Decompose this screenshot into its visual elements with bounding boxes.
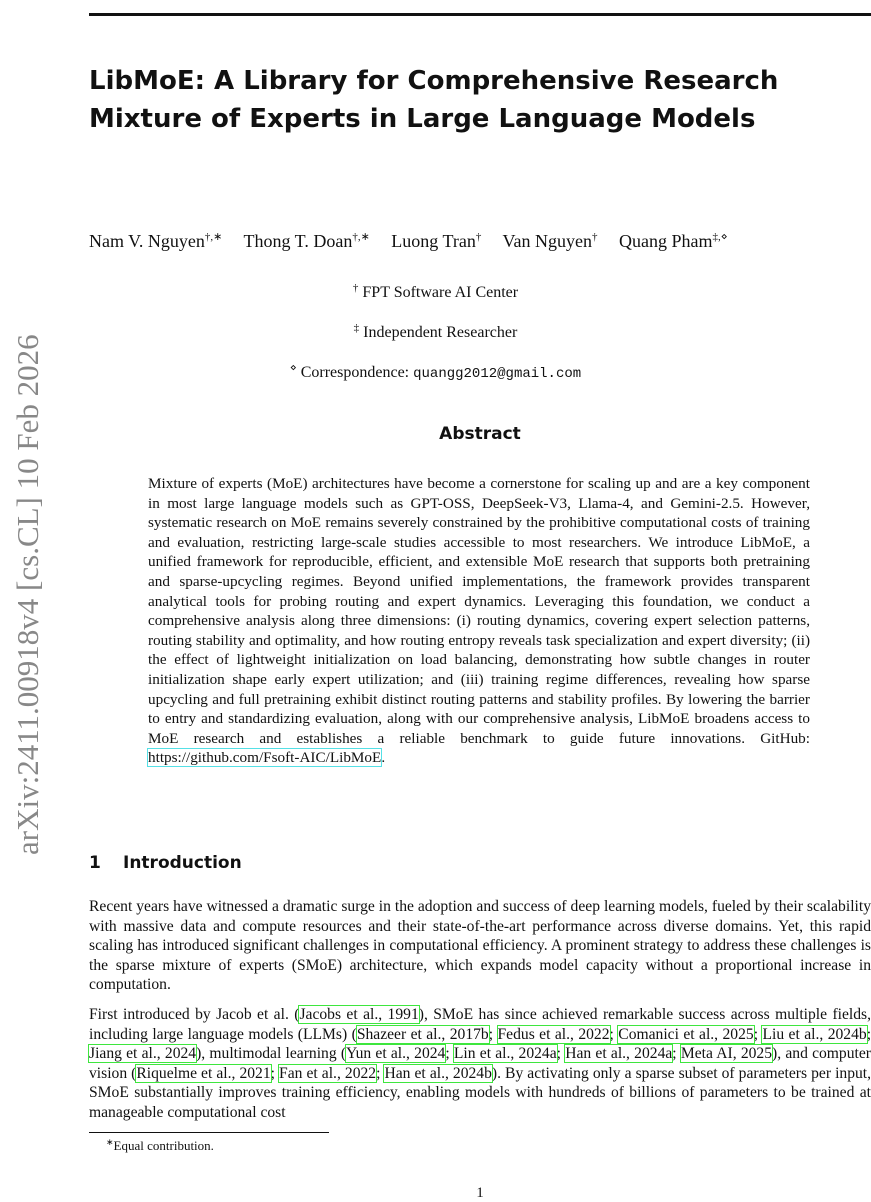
author: Nam V. Nguyen†,∗	[89, 231, 223, 251]
affiliation: ‡ Independent Researcher	[353, 322, 518, 341]
arxiv-stamp: arXiv:2411.00918v4 [cs.CL] 10 Feb 2026	[10, 334, 45, 856]
citation-link[interactable]: Jacobs et al., 1991	[299, 1006, 419, 1023]
intro-paragraph: Recent years have witnessed a dramatic surge in the adoption and success of deep learning models, fueled by their scalability with massive data and compute resources and their state-of-the-art performance across diverse domains. Yet, this rapid scaling has introduced significant challenges in computational efficiency. A prominent strategy to address these challenges is the sparse mixture of experts (SMoE) architecture, which expands model capacity without a proportional increase in computation.	[89, 898, 871, 994]
author: Thong T. Doan†,∗	[243, 231, 370, 251]
abstract-text: Mixture of experts (MoE) architectures have become a cornerstone for scaling up and are a key component in most large language models such as GPT-OSS, DeepSeek-V3, Llama-4, and Gemini-2.5. However, systematic research on MoE remains severely constrained by the prohibitive computational costs of training and evaluation, restricting large-scale studies accessible to most researchers. We introduce LibMoE, a unified framework for reproducible, efficient, and extensible MoE research that supports both pretraining and sparse-upcycling regimes. Beyond unified implementations, the framework provides transparent analytical tools for probing routing and expert dynamics. Leveraging this foundation, we conduct a comprehensive analysis along three dimensions: (i) routing dynamics, covering expert selection patterns, routing stability and optimality, and how routing entropy reveals task specialization and expert diversity; (ii) the effect of lightweight initialization on load balancing, demonstrating how subtle changes in router initialization shape early expert utilization; and (iii) training regime differences, revealing how sparse upcycling and full pretraining exhibit distinct routing patterns and stability profiles. By lowering the barrier to entry and standardizing evaluation, along with our comprehensive analysis, LibMoE broadens access to MoE research and establishes a reliable benchmark to guide future innovations. GitHub: https://github.com/Fsoft-AIC/LibMoE.	[148, 475, 810, 767]
top-rule	[89, 13, 871, 16]
citation-link[interactable]: Jiang et al., 2024	[89, 1045, 197, 1063]
author: Quang Pham‡,⋄	[618, 231, 728, 251]
citation-link[interactable]: Meta AI, 2025	[680, 1045, 773, 1063]
affiliation: † FPT Software AI Center	[352, 282, 519, 301]
citation-link[interactable]: Han et al., 2024b	[384, 1064, 492, 1082]
citation-link[interactable]: Shazeer et al., 2017b	[356, 1025, 489, 1043]
author: Van Nguyen†	[502, 231, 598, 251]
citation-link[interactable]: Liu et al., 2024b	[762, 1025, 867, 1043]
author-list	[89, 229, 871, 253]
citation-link[interactable]: Han et al., 2024a	[565, 1045, 673, 1063]
intro-paragraph: First introduced by Jacob et al. (Jacobs et al., 1991), SMoE has since achieved remarkable success across multiple fields, including large language models (LLMs) (Shazeer et al., 2017b; Fedus et al., 2022; Comanici et al., 2025; Liu et al., 2024b; Jiang et al., 2024), multimodal learning (Yun et al., 2024; Lin et al., 2024a; Han et al., 2024a; Meta AI, 2025), and computer vision (Riquelme et al., 2021; Fan et al., 2022; Han et al., 2024b). By activating only a sparse subset of parameters per input, SMoE substantially improves training efficiency, enabling models with hundreds of billions of parameters to be trained at manageable computational cost	[89, 1006, 871, 1121]
section-heading: 1 Introduction	[89, 853, 242, 873]
github-link[interactable]: https://github.com/Fsoft-AIC/LibMoE	[148, 749, 382, 767]
paper-title: LibMoE: A Library for Comprehensive Research Mixture of Experts in Large Language Models	[89, 66, 779, 134]
footnote-rule	[89, 1132, 329, 1133]
citation-link[interactable]: Yun et al., 2024	[346, 1045, 446, 1063]
citation-link[interactable]: Fedus et al., 2022	[497, 1025, 610, 1043]
citation-link[interactable]: Riquelme et al., 2021	[136, 1064, 271, 1082]
citation-link[interactable]: Fan et al., 2022	[279, 1064, 377, 1082]
citation-link[interactable]: Lin et al., 2024a	[453, 1045, 557, 1063]
abstract-heading: Abstract	[439, 424, 521, 444]
email-link[interactable]: quangg2012@gmail.com	[413, 366, 582, 382]
citation-link[interactable]: Comanici et al., 2025	[618, 1025, 754, 1043]
footnote: ∗Equal contribution.	[106, 1137, 214, 1153]
page-number: 1	[476, 1185, 484, 1201]
correspondence: ⋄ Correspondence: quangg2012@gmail.com	[289, 362, 582, 382]
author: Luong Tran†	[391, 231, 482, 251]
